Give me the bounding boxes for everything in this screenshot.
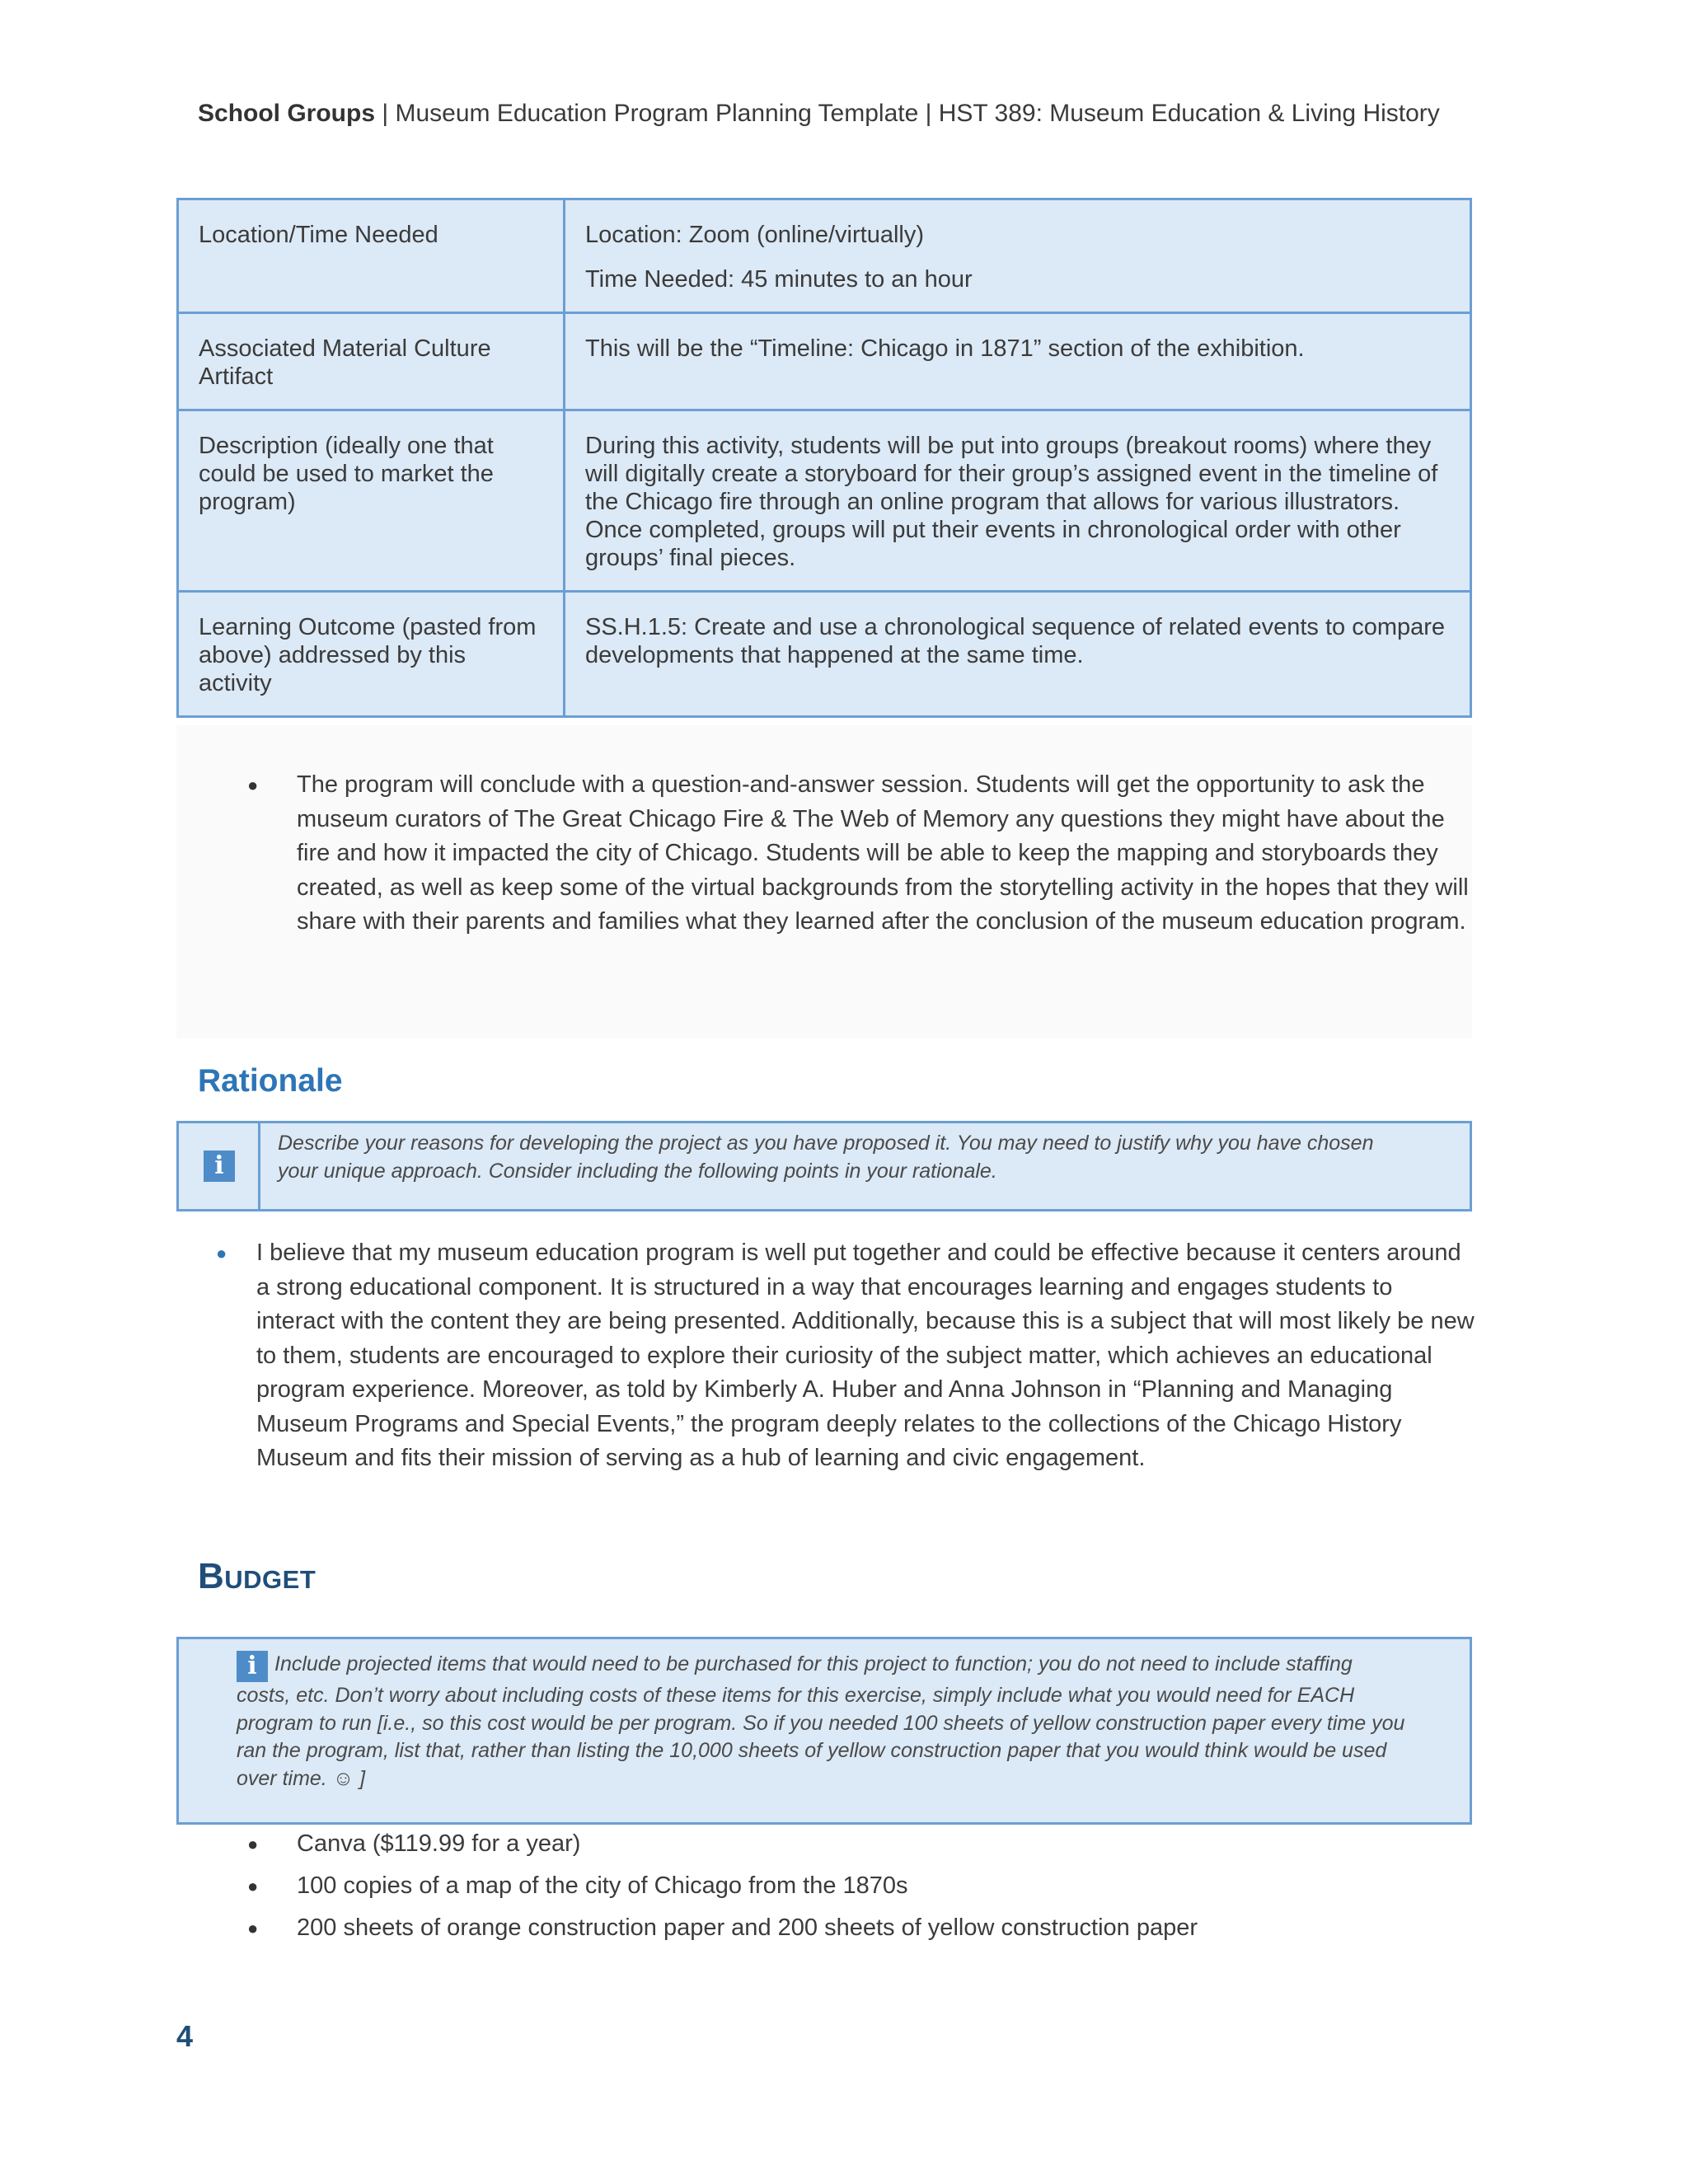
conclusion-list — [247, 768, 1475, 940]
list-item: ● 200 sheets of orange construction paper and 200 sheets of yellow construction paper — [247, 1907, 1475, 1949]
rationale-list — [216, 1236, 1477, 1476]
table-row — [178, 410, 1471, 592]
row-label — [178, 199, 565, 313]
budget-heading: Budget — [198, 1556, 316, 1596]
info-icon: i — [204, 1151, 235, 1182]
list-item: ● Canva ($119.99 for a year) — [247, 1823, 1475, 1865]
row-value-text: During this activity, students will be put into groups (breakout rooms) where they will digitally create a storyboard for their group’s assigned event in the timeline of the Chicago fire through an online program that allows for various illustrators. Once completed, groups will put their events in chronological order with other groups’ final pieces. — [585, 433, 1438, 571]
row-label — [178, 410, 565, 592]
row-value — [565, 592, 1471, 717]
row-label — [178, 592, 565, 717]
budget-instructions-wrap — [237, 1651, 1407, 1793]
header-rest: | Museum Education Program Planning Template | HST 389: Museum Education & Living History — [375, 100, 1440, 127]
info-icon: i — [237, 1651, 268, 1682]
row-value — [565, 199, 1471, 313]
rationale-instructions-box — [176, 1121, 1472, 1212]
list-item: ● 100 copies of a map of the city of Chicago from the 1870s — [247, 1865, 1475, 1907]
list-item: ● I believe that my museum education program is well put together and could be effective because it centers around a strong educational component. It is structured in a way that encourages learning and engages students to interact with the content they are being presented. Additionally, because this is a subject that will most likely be new to them, students are encouraged to explore their curiosity of the subject matter, which achieves an educational program experience. Moreover, as told by Kimberly A. Huber and Anna Johnson in “Planning and Managing Museum Programs and Special Events,” the program deeply relates to the collections of the Chicago History Museum and fits their mission of serving as a hub of learning and civic engagement. — [216, 1236, 1477, 1476]
row-label-text: Learning Outcome (pasted from above) addressed by this activity — [199, 614, 537, 696]
budget-list — [247, 1823, 1475, 1949]
table-row — [178, 592, 1471, 717]
rationale-heading: Rationale — [198, 1063, 343, 1099]
row-label-text: Description (ideally one that could be used to market the program) — [199, 433, 494, 515]
row-label — [178, 313, 565, 410]
row-value-text: SS.H.1.5: Create and use a chronological sequence of related events to compare developments that happened at the same time. — [585, 614, 1446, 668]
activity-table — [176, 198, 1472, 718]
row-value-text: Time Needed: 45 minutes to an hour — [585, 266, 973, 293]
page-number: 4 — [176, 2019, 194, 2053]
list-item: ● The program will conclude with a question-and-answer session. Students will get the opportunity to ask the museum curators of The Great Chicago Fire & The Web of Memory any questions they might have about the fire and how it impacted the city of Chicago. Students will be able to keep the mapping and storyboards they created, as well as keep some of the virtual backgrounds from the storytelling activity in the hopes that they will share with their parents and families what they learned after the conclusion of the museum education program. — [247, 768, 1475, 940]
row-value — [565, 410, 1471, 592]
row-label-text: Location/Time Needed — [199, 222, 438, 248]
running-header — [198, 99, 1599, 129]
table-row — [178, 313, 1471, 410]
row-value-text: Location: Zoom (online/virtually) — [585, 222, 925, 248]
icon-cell — [179, 1123, 260, 1209]
table-row — [178, 199, 1471, 313]
header-bold: School Groups — [198, 100, 376, 127]
row-value — [565, 313, 1471, 410]
budget-instructions: Include projected items that would need to be purchased for this project to function; you do not need to include staffing costs, etc. Don’t worry about including costs of these items for this exercise, simply include what you would need for EACH program to run [i.e., so this cost would be per program. So if you needed 100 sheets of yellow construction paper every time you ran the program, list that, rather than listing the 10,000 sheets of yellow construction paper that you would think would be used over time. ☺ ] — [237, 1652, 1405, 1790]
rationale-instructions: Describe your reasons for developing the project as you have proposed it. You may need to justify why you have chosen your unique approach. Consider including the following points in your rationale. — [278, 1132, 1374, 1183]
row-label-text: Associated Material Culture Artifact — [199, 335, 491, 390]
budget-instructions-box — [176, 1637, 1472, 1825]
row-value-text: This will be the “Timeline: Chicago in 1871” section of the exhibition. — [585, 335, 1305, 362]
